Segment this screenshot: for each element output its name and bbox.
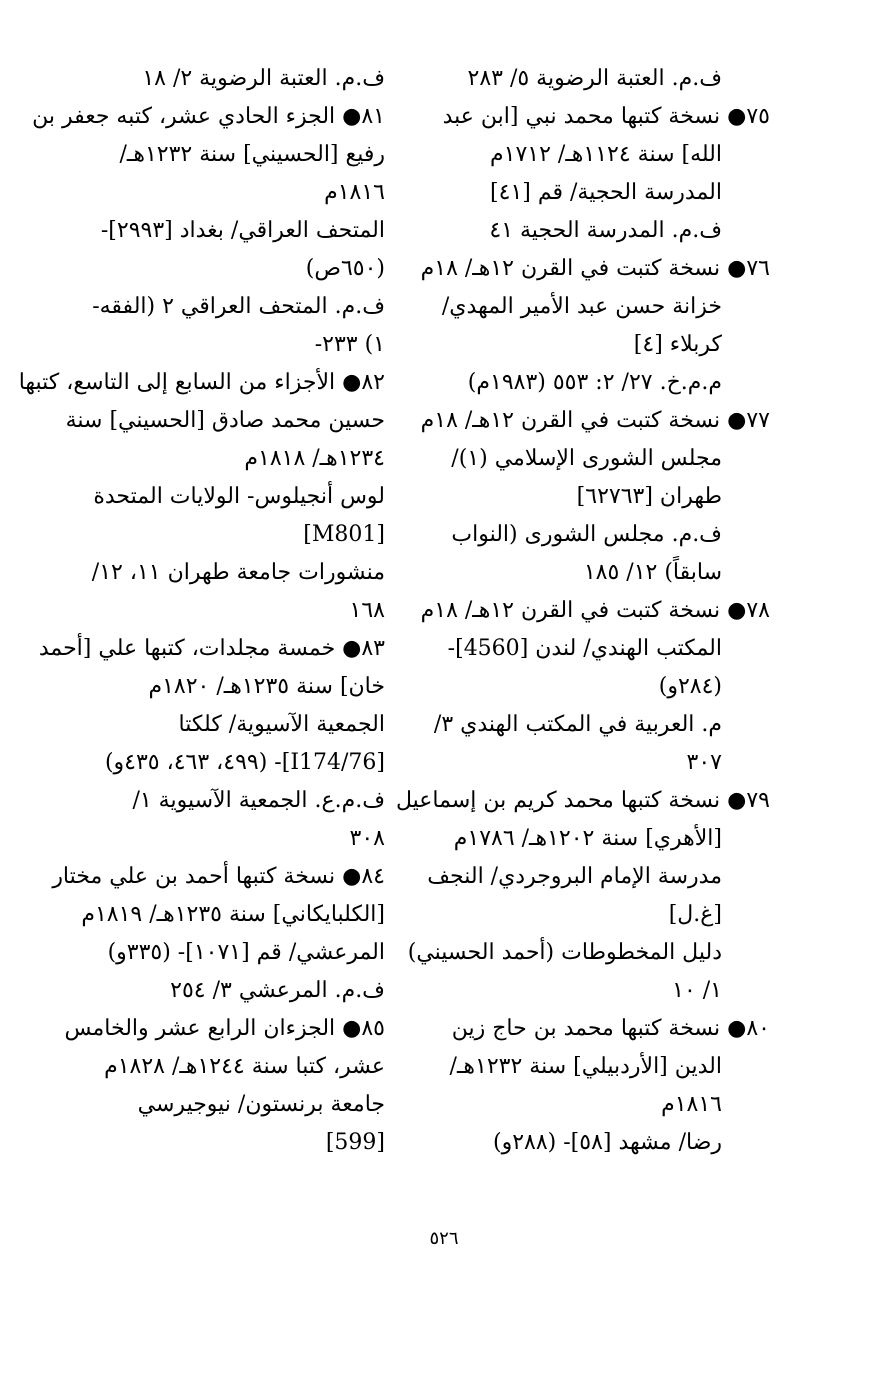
entry-heading: ٧٥● نسخة كتبها محمد نبي [ابن عبد bbox=[442, 104, 770, 129]
entry-line: ف.م.ع. الجمعية الآسيوية ١/ bbox=[132, 788, 385, 813]
right-column bbox=[395, 60, 770, 1162]
entry-line: [599] bbox=[325, 1130, 385, 1155]
entry-line: ف.م. المدرسة الحجية ٤١ bbox=[489, 218, 722, 243]
entry-line: ١٨١٦م bbox=[324, 180, 385, 205]
entry-line: [الأهري] سنة ١٢٠٢هـ/ ١٧٨٦م bbox=[453, 826, 722, 851]
entry-line: سابقاً) ١٢/ ١٨٥ bbox=[583, 560, 722, 585]
entry-line: المرعشي/ قم [١٠٧١]- (٣٣٥و) bbox=[107, 940, 385, 965]
entry-line: طهران [٦٢٧٦٣] bbox=[576, 484, 722, 509]
entry-line: مدرسة الإمام البروجردي/ النجف bbox=[427, 864, 722, 889]
entry-line: كربلاء [٤] bbox=[633, 332, 722, 357]
entry-line: خزانة حسن عبد الأمير المهدي/ bbox=[441, 294, 722, 319]
entry-line: م. العربية في المكتب الهندي ٣/ bbox=[433, 712, 722, 737]
entry-heading: ٧٨● نسخة كتبت في القرن ١٢هـ/ ١٨م bbox=[420, 598, 770, 623]
entry-line: لوس أنجيلوس- الولايات المتحدة bbox=[93, 484, 385, 509]
entry-line: جامعة برنستون/ نيوجيرسي bbox=[137, 1092, 385, 1117]
entry-heading: ٨١● الجزء الحادي عشر، كتبه جعفر بن bbox=[32, 104, 385, 129]
entry-heading: ٨٠● نسخة كتبها محمد بن حاج زين bbox=[451, 1016, 770, 1041]
entry-line: [غ.ل] bbox=[668, 902, 722, 927]
entry-line: (٢٨٤و) bbox=[658, 674, 722, 699]
entry-line: خان] سنة ١٢٣٥هـ/ ١٨٢٠م bbox=[148, 674, 385, 699]
entry-line: منشورات جامعة طهران ١١، ١٢/ bbox=[91, 560, 385, 585]
entry-line: ١) ٢٣٣- bbox=[314, 332, 385, 357]
entry-heading: ٨٥● الجزءان الرابع عشر والخامس bbox=[64, 1016, 385, 1041]
entry-line: ١٦٨ bbox=[349, 598, 385, 623]
entry-line: [M801] bbox=[303, 522, 385, 547]
entry-line: ف.م. المرعشي ٣/ ٢٥٤ bbox=[170, 978, 385, 1003]
entry-line: رفيع [الحسيني] سنة ١٢٣٢هـ/ bbox=[119, 142, 385, 167]
entry-line: رضا/ مشهد [٥٨]- (٢٨٨و) bbox=[493, 1130, 722, 1155]
entry-heading: ٨٤● نسخة كتبها أحمد بن علي مختار bbox=[52, 864, 385, 889]
entry-heading: ٧٦● نسخة كتبت في القرن ١٢هـ/ ١٨م bbox=[420, 256, 770, 281]
entry-line: عشر، كتبا سنة ١٢٤٤هـ/ ١٨٢٨م bbox=[104, 1054, 385, 1079]
entry-heading: ٨٣● خمسة مجلدات، كتبها علي [أحمد bbox=[38, 636, 385, 661]
entry-line: المتحف العراقي/ بغداد [٢٩٩٣]- bbox=[100, 218, 385, 243]
entry-line: المكتب الهندي/ لندن [4560]- bbox=[447, 636, 722, 661]
entry-line: ف.م. العتبة الرضوية ٢/ ١٨ bbox=[142, 66, 385, 91]
entry-line: دليل المخطوطات (أحمد الحسيني) bbox=[407, 940, 722, 965]
left-column bbox=[18, 60, 385, 1162]
entry-line: ١٨١٦م bbox=[661, 1092, 722, 1117]
entry-line: ٣٠٧ bbox=[686, 750, 722, 775]
entry-line: الدين [الأردبيلي] سنة ١٢٣٢هـ/ bbox=[449, 1054, 722, 1079]
page-number: ٥٢٦ bbox=[429, 1228, 459, 1249]
entry-heading: ٨٢● الأجزاء من السابع إلى التاسع، كتبها bbox=[18, 370, 385, 395]
entry-heading: ٧٩● نسخة كتبها محمد كريم بن إسماعيل bbox=[395, 788, 770, 813]
entry-line: ف.م. المتحف العراقي ٢ (الفقه- bbox=[92, 294, 385, 319]
entry-line: الله] سنة ١١٢٤هـ/ ١٧١٢م bbox=[490, 142, 722, 167]
entry-line: الجمعية الآسيوية/ كلكتا bbox=[178, 712, 385, 737]
entry-line: مجلس الشورى الإسلامي (١)/ bbox=[451, 446, 722, 471]
entry-line: ١/ ١٠ bbox=[672, 978, 722, 1003]
entry-line: ١٢٣٤هـ/ ١٨١٨م bbox=[244, 446, 385, 471]
entry-line: حسين محمد صادق [الحسيني] سنة bbox=[65, 408, 385, 433]
entry-line: [I174/76]- (٤٩٩، ٤٦٣، ٤٣٥و) bbox=[104, 750, 385, 775]
entry-line: ف.م. العتبة الرضوية ٥/ ٢٨٣ bbox=[467, 66, 722, 91]
entry-line: م.م.خ. ٢٧/ ٢: ٥٥٣ (١٩٨٣م) bbox=[467, 370, 722, 395]
entry-line: (٦٥٠ص) bbox=[305, 256, 385, 281]
entry-line: المدرسة الحجية/ قم [٤١] bbox=[490, 180, 722, 205]
entry-line: ٣٠٨ bbox=[349, 826, 385, 851]
entry-line: [الكلبايكاني] سنة ١٢٣٥هـ/ ١٨١٩م bbox=[81, 902, 385, 927]
entry-heading: ٧٧● نسخة كتبت في القرن ١٢هـ/ ١٨م bbox=[420, 408, 770, 433]
entry-line: ف.م. مجلس الشورى (النواب bbox=[451, 522, 722, 547]
